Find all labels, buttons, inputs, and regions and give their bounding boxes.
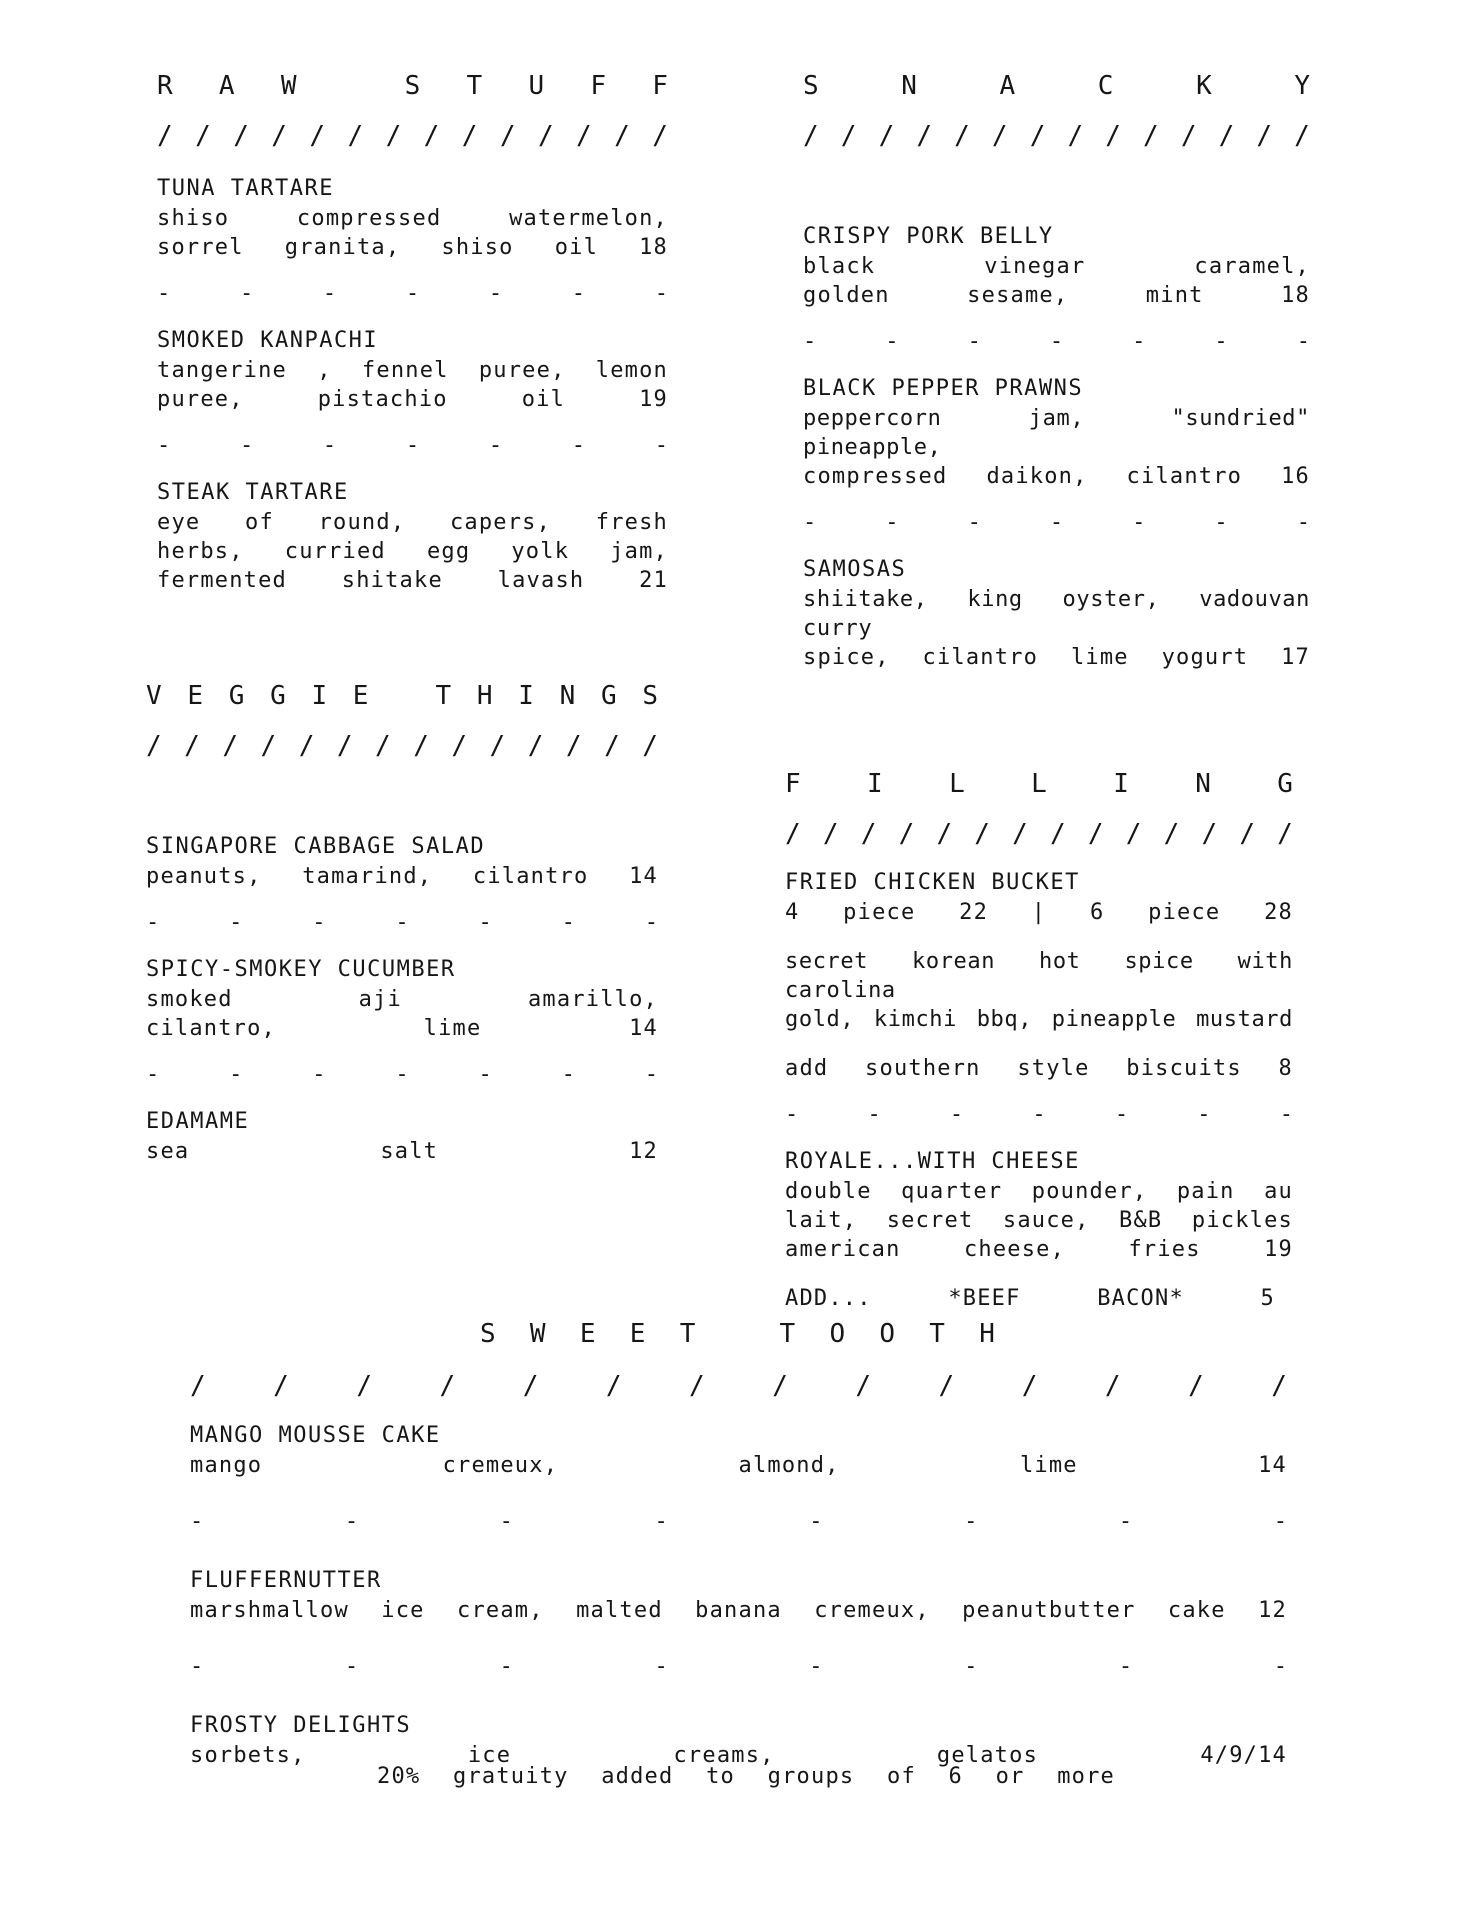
item-name: FLUFFERNUTTER <box>190 1568 382 1593</box>
slash-divider: / / / / / / / / / / / / / / <box>803 121 1310 151</box>
title-space <box>343 70 359 102</box>
item-description: sea salt 12 <box>146 1139 658 1164</box>
title-letter: S <box>642 681 658 711</box>
sweet-tooth-title <box>480 1318 995 1350</box>
item-description: tangerine , fennel puree, lemon <box>157 358 668 383</box>
title-letter: I <box>1113 769 1129 799</box>
title-letter: E <box>352 681 369 711</box>
item-description: double quarter pounder, pain au <box>785 1179 1293 1204</box>
menu-item <box>157 326 668 414</box>
item-name: TUNA TARTARE <box>157 176 334 201</box>
dash-divider: - - - - - - - <box>157 433 668 458</box>
section-title <box>785 768 1293 800</box>
title-letter: S <box>803 71 819 101</box>
item-name: MANGO MOUSSE CAKE <box>190 1423 441 1448</box>
title-letter: U <box>528 71 545 101</box>
item-description: black vinegar caramel, <box>803 254 1310 279</box>
title-letter: E <box>629 1319 646 1349</box>
item-description: secret korean hot spice with carolina <box>785 949 1293 1003</box>
title-letter: I <box>518 681 534 711</box>
item-name: SPICY-SMOKEY CUCUMBER <box>146 957 456 982</box>
dash-divider: - - - - - - - <box>146 910 658 935</box>
item-description: lait, secret sauce, B&B pickles <box>785 1208 1293 1233</box>
title-space <box>394 680 410 712</box>
title-letter: G <box>600 681 617 711</box>
dash-divider: - - - - - - - <box>146 1062 658 1087</box>
item-name: SINGAPORE CABBAGE SALAD <box>146 834 486 859</box>
title-letter: H <box>476 681 493 711</box>
item-description: spice, cilantro lime yogurt 17 <box>803 645 1310 670</box>
item-description: puree, pistachio oil 19 <box>157 387 668 412</box>
title-letter: G <box>270 681 286 711</box>
title-letter: L <box>949 769 965 799</box>
item-name: ROYALE...WITH CHEESE <box>785 1149 1080 1174</box>
title-letter: C <box>1097 71 1114 101</box>
section-title <box>803 70 1310 102</box>
title-letter: T <box>679 1319 696 1349</box>
title-letter: R <box>157 71 173 101</box>
item-name: SAMOSAS <box>803 557 907 582</box>
title-letter: E <box>579 1319 596 1349</box>
item-price-options: 4 piece 22 | 6 piece 28 <box>785 900 1293 925</box>
title-letter: E <box>187 681 204 711</box>
raw-stuff-section <box>157 70 668 595</box>
title-letter: L <box>1031 769 1047 799</box>
menu-item <box>803 555 1310 672</box>
item-description: golden sesame, mint 18 <box>803 283 1310 308</box>
item-description: sorrel granita, shiso oil 18 <box>157 235 668 260</box>
item-description: shiso compressed watermelon, <box>157 206 668 231</box>
dash-divider: - - - - - - - <box>785 1102 1293 1127</box>
title-letter: W <box>280 71 297 101</box>
filling-section <box>785 768 1293 1313</box>
menu-item <box>803 374 1310 491</box>
menu-item <box>146 1107 658 1166</box>
title-letter: N <box>1195 769 1211 799</box>
slash-divider: / / / / / / / / / / / / / / <box>157 121 668 151</box>
menu-item <box>803 222 1310 310</box>
title-letter: I <box>311 681 328 711</box>
section-title <box>146 680 658 712</box>
item-name: FROSTY DELIGHTS <box>190 1713 412 1738</box>
item-name: CRISPY PORK BELLY <box>803 224 1054 249</box>
dash-divider: - - - - - - - - <box>190 1654 1287 1679</box>
item-description: peanuts, tamarind, cilantro 14 <box>146 864 658 889</box>
menu-item <box>157 174 668 262</box>
title-letter: A <box>218 71 235 101</box>
title-letter: T <box>435 681 452 711</box>
item-addon: add southern style biscuits 8 <box>785 1056 1293 1081</box>
item-description: american cheese, fries 19 <box>785 1237 1293 1262</box>
item-description: mango cremeux, almond, lime 14 <box>190 1453 1287 1478</box>
menu-item <box>785 868 1293 1083</box>
title-letter: S <box>480 1319 496 1349</box>
item-name: SMOKED KANPACHI <box>157 328 379 353</box>
menu-item <box>157 478 668 595</box>
snacky-section <box>803 70 1310 672</box>
title-letter: O <box>829 1319 846 1349</box>
item-description: fermented shitake lavash 21 <box>157 568 668 593</box>
title-letter: A <box>999 71 1016 101</box>
item-addon: ADD... *BEEF BACON* 5 <box>785 1286 1275 1311</box>
item-description: gold, kimchi bbq, pineapple mustard <box>785 1007 1293 1032</box>
slash-divider: / / / / / / / / / / / / / / <box>146 731 658 761</box>
slash-divider: / / / / / / / / / / / / / / <box>785 819 1293 849</box>
slash-divider: / / / / / / / / / / / / / / <box>190 1371 1287 1401</box>
title-letter: H <box>979 1319 995 1349</box>
title-letter: N <box>559 681 576 711</box>
title-letter: F <box>652 71 668 101</box>
item-description: shiitake, king oyster, vadouvan curry <box>803 587 1310 641</box>
item-description: eye of round, capers, fresh <box>157 510 668 535</box>
title-letter: T <box>779 1319 796 1349</box>
title-letter: N <box>901 71 917 101</box>
sweet-tooth-section <box>190 1421 1287 1770</box>
title-letter: F <box>785 769 801 799</box>
item-description: herbs, curried egg yolk jam, <box>157 539 668 564</box>
menu-item <box>146 955 658 1043</box>
item-description: marshmallow ice cream, malted banana cremeux, peanutbutter cake 12 <box>190 1598 1287 1623</box>
title-letter: V <box>146 681 162 711</box>
title-letter: F <box>590 71 606 101</box>
item-description: peppercorn jam, "sundried" pineapple, <box>803 406 1310 460</box>
menu-item <box>785 1147 1293 1313</box>
gratuity-note: 20% gratuity added to groups of 6 or more <box>377 1764 1115 1789</box>
menu-item <box>190 1566 1287 1625</box>
dash-divider: - - - - - - - <box>157 281 668 306</box>
veggie-things-section <box>146 680 658 1166</box>
dash-divider: - - - - - - - <box>803 329 1310 354</box>
title-letter: O <box>879 1319 896 1349</box>
title-letter: T <box>466 71 483 101</box>
item-name: FRIED CHICKEN BUCKET <box>785 870 1080 895</box>
item-description: sorbets, ice creams, gelatos 4/9/14 <box>190 1743 1287 1768</box>
title-letter: I <box>867 769 883 799</box>
dash-divider: - - - - - - - <box>803 510 1310 535</box>
section-title <box>157 70 668 102</box>
title-letter: Y <box>1294 71 1310 101</box>
title-letter: S <box>404 71 421 101</box>
title-letter: T <box>929 1319 945 1349</box>
item-description: smoked aji amarillo, <box>146 987 658 1012</box>
item-description: cilantro, lime 14 <box>146 1016 658 1041</box>
title-letter: K <box>1196 71 1212 101</box>
title-letter: G <box>1277 769 1293 799</box>
item-description: compressed daikon, cilantro 16 <box>803 464 1310 489</box>
dash-divider: - - - - - - - - <box>190 1509 1287 1534</box>
menu-item <box>146 832 658 891</box>
menu-item <box>190 1421 1287 1480</box>
title-space <box>730 1318 746 1350</box>
item-name: EDAMAME <box>146 1109 250 1134</box>
title-letter: W <box>529 1319 546 1349</box>
title-letter: G <box>228 681 245 711</box>
item-name: STEAK TARTARE <box>157 480 349 505</box>
item-name: BLACK PEPPER PRAWNS <box>803 376 1084 401</box>
